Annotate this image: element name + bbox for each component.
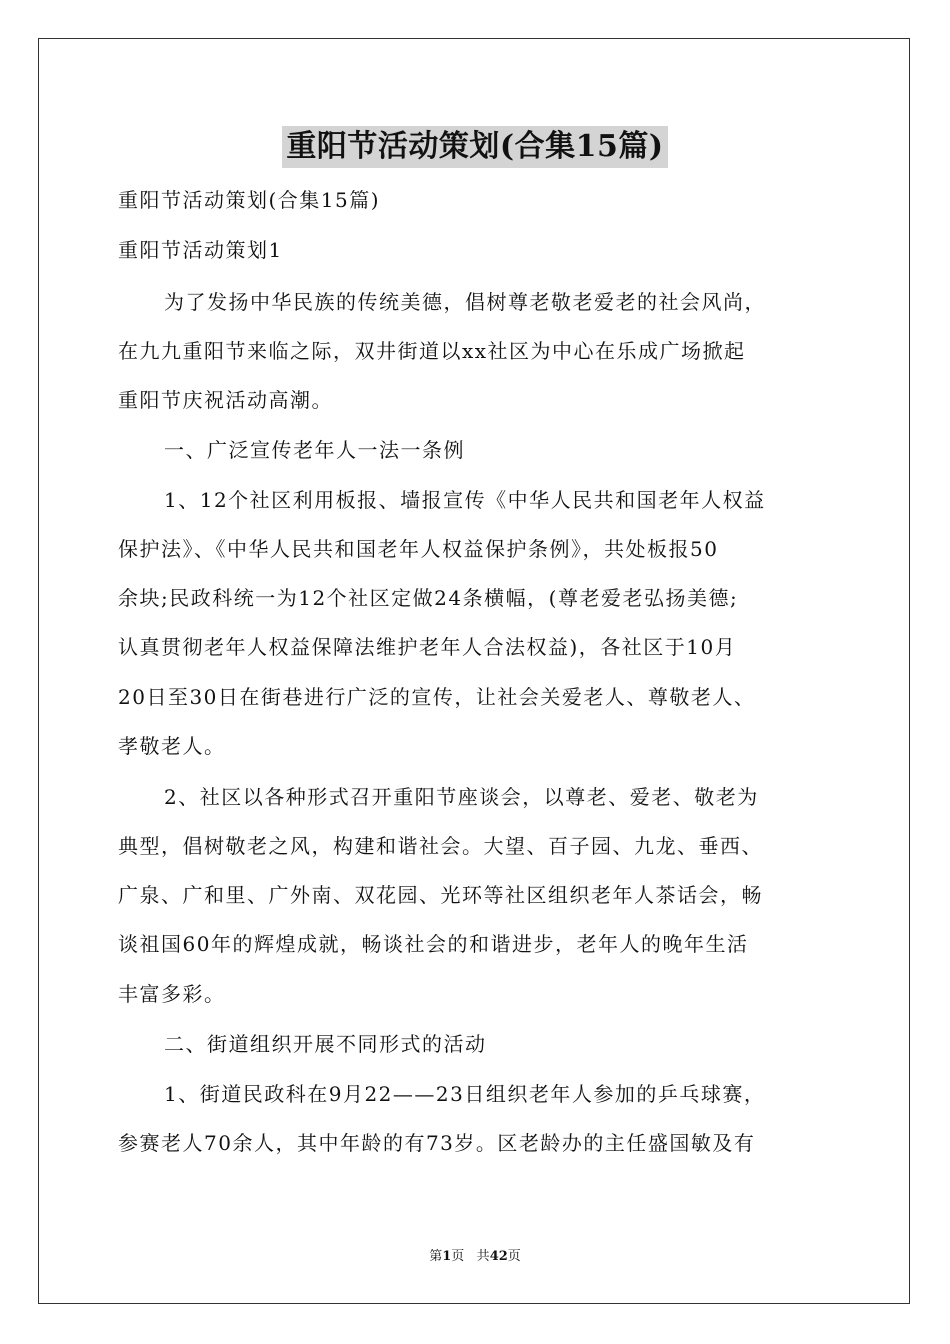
subheading-line: 一、广泛宣传老年人一法一条例: [164, 438, 465, 462]
page-footer: [0, 1248, 950, 1266]
subheading-line: 二、街道组织开展不同形式的活动: [164, 1032, 487, 1056]
footer-page-total: 42: [489, 1249, 508, 1264]
paragraph-line: 1、12个社区利用板报、墙报宣传《中华人民共和国老年人权益: [164, 488, 766, 512]
page-border: [38, 38, 910, 1304]
paragraph-line: 孝敬老人。: [118, 734, 226, 758]
title-container: [0, 126, 950, 168]
paragraph-line: 保护法》、《中华人民共和国老年人权益保护条例》，共处板报50: [118, 537, 719, 561]
section-heading: 重阳节活动策划1: [118, 238, 283, 262]
footer-total-unit: 页: [507, 1249, 521, 1264]
paragraph-line: 为了发扬中华民族的传统美德，倡树尊老敬老爱老的社会风尚，: [164, 290, 766, 314]
paragraph-line: 广泉、广和里、广外南、双花园、光环等社区组织老年人茶话会，畅: [118, 883, 763, 907]
document-title: 重阳节活动策划(合集15篇): [282, 126, 667, 168]
paragraph-line: 2、社区以各种形式召开重阳节座谈会，以尊老、爱老、敬老为: [164, 785, 759, 809]
paragraph-line: 1、街道民政科在9月22——23日组织老年人参加的乒乓球赛，: [164, 1082, 766, 1106]
footer-page-prefix: 第: [429, 1249, 443, 1264]
paragraph-line: 在九九重阳节来临之际，双井街道以xx社区为中心在乐成广场掀起: [118, 339, 746, 363]
footer-page-current: 1: [442, 1249, 452, 1264]
paragraph-line: 丰富多彩。: [118, 982, 226, 1006]
subtitle-line: 重阳节活动策划(合集15篇): [118, 188, 381, 212]
paragraph-line: 认真贯彻老年人权益保障法维护老年人合法权益)，各社区于10月: [118, 635, 737, 659]
footer-total-prefix: 共: [476, 1249, 490, 1264]
footer-page-unit: 页: [451, 1249, 465, 1264]
paragraph-line: 20日至30日在街巷进行广泛的宣传，让社会关爱老人、尊敬老人、: [118, 685, 756, 709]
paragraph-line: 典型，倡树敬老之风，构建和谐社会。大望、百子园、九龙、垂西、: [118, 834, 763, 858]
paragraph-line: 重阳节庆祝活动高潮。: [118, 388, 333, 412]
paragraph-line: 参赛老人70余人，其中年龄的有73岁。区老龄办的主任盛国敏及有: [118, 1131, 756, 1155]
paragraph-line: 余块;民政科统一为12个社区定做24条横幅，(尊老爱老弘扬美德;: [118, 586, 739, 610]
paragraph-line: 谈祖国60年的辉煌成就，畅谈社会的和谐进步，老年人的晚年生活: [118, 932, 749, 956]
